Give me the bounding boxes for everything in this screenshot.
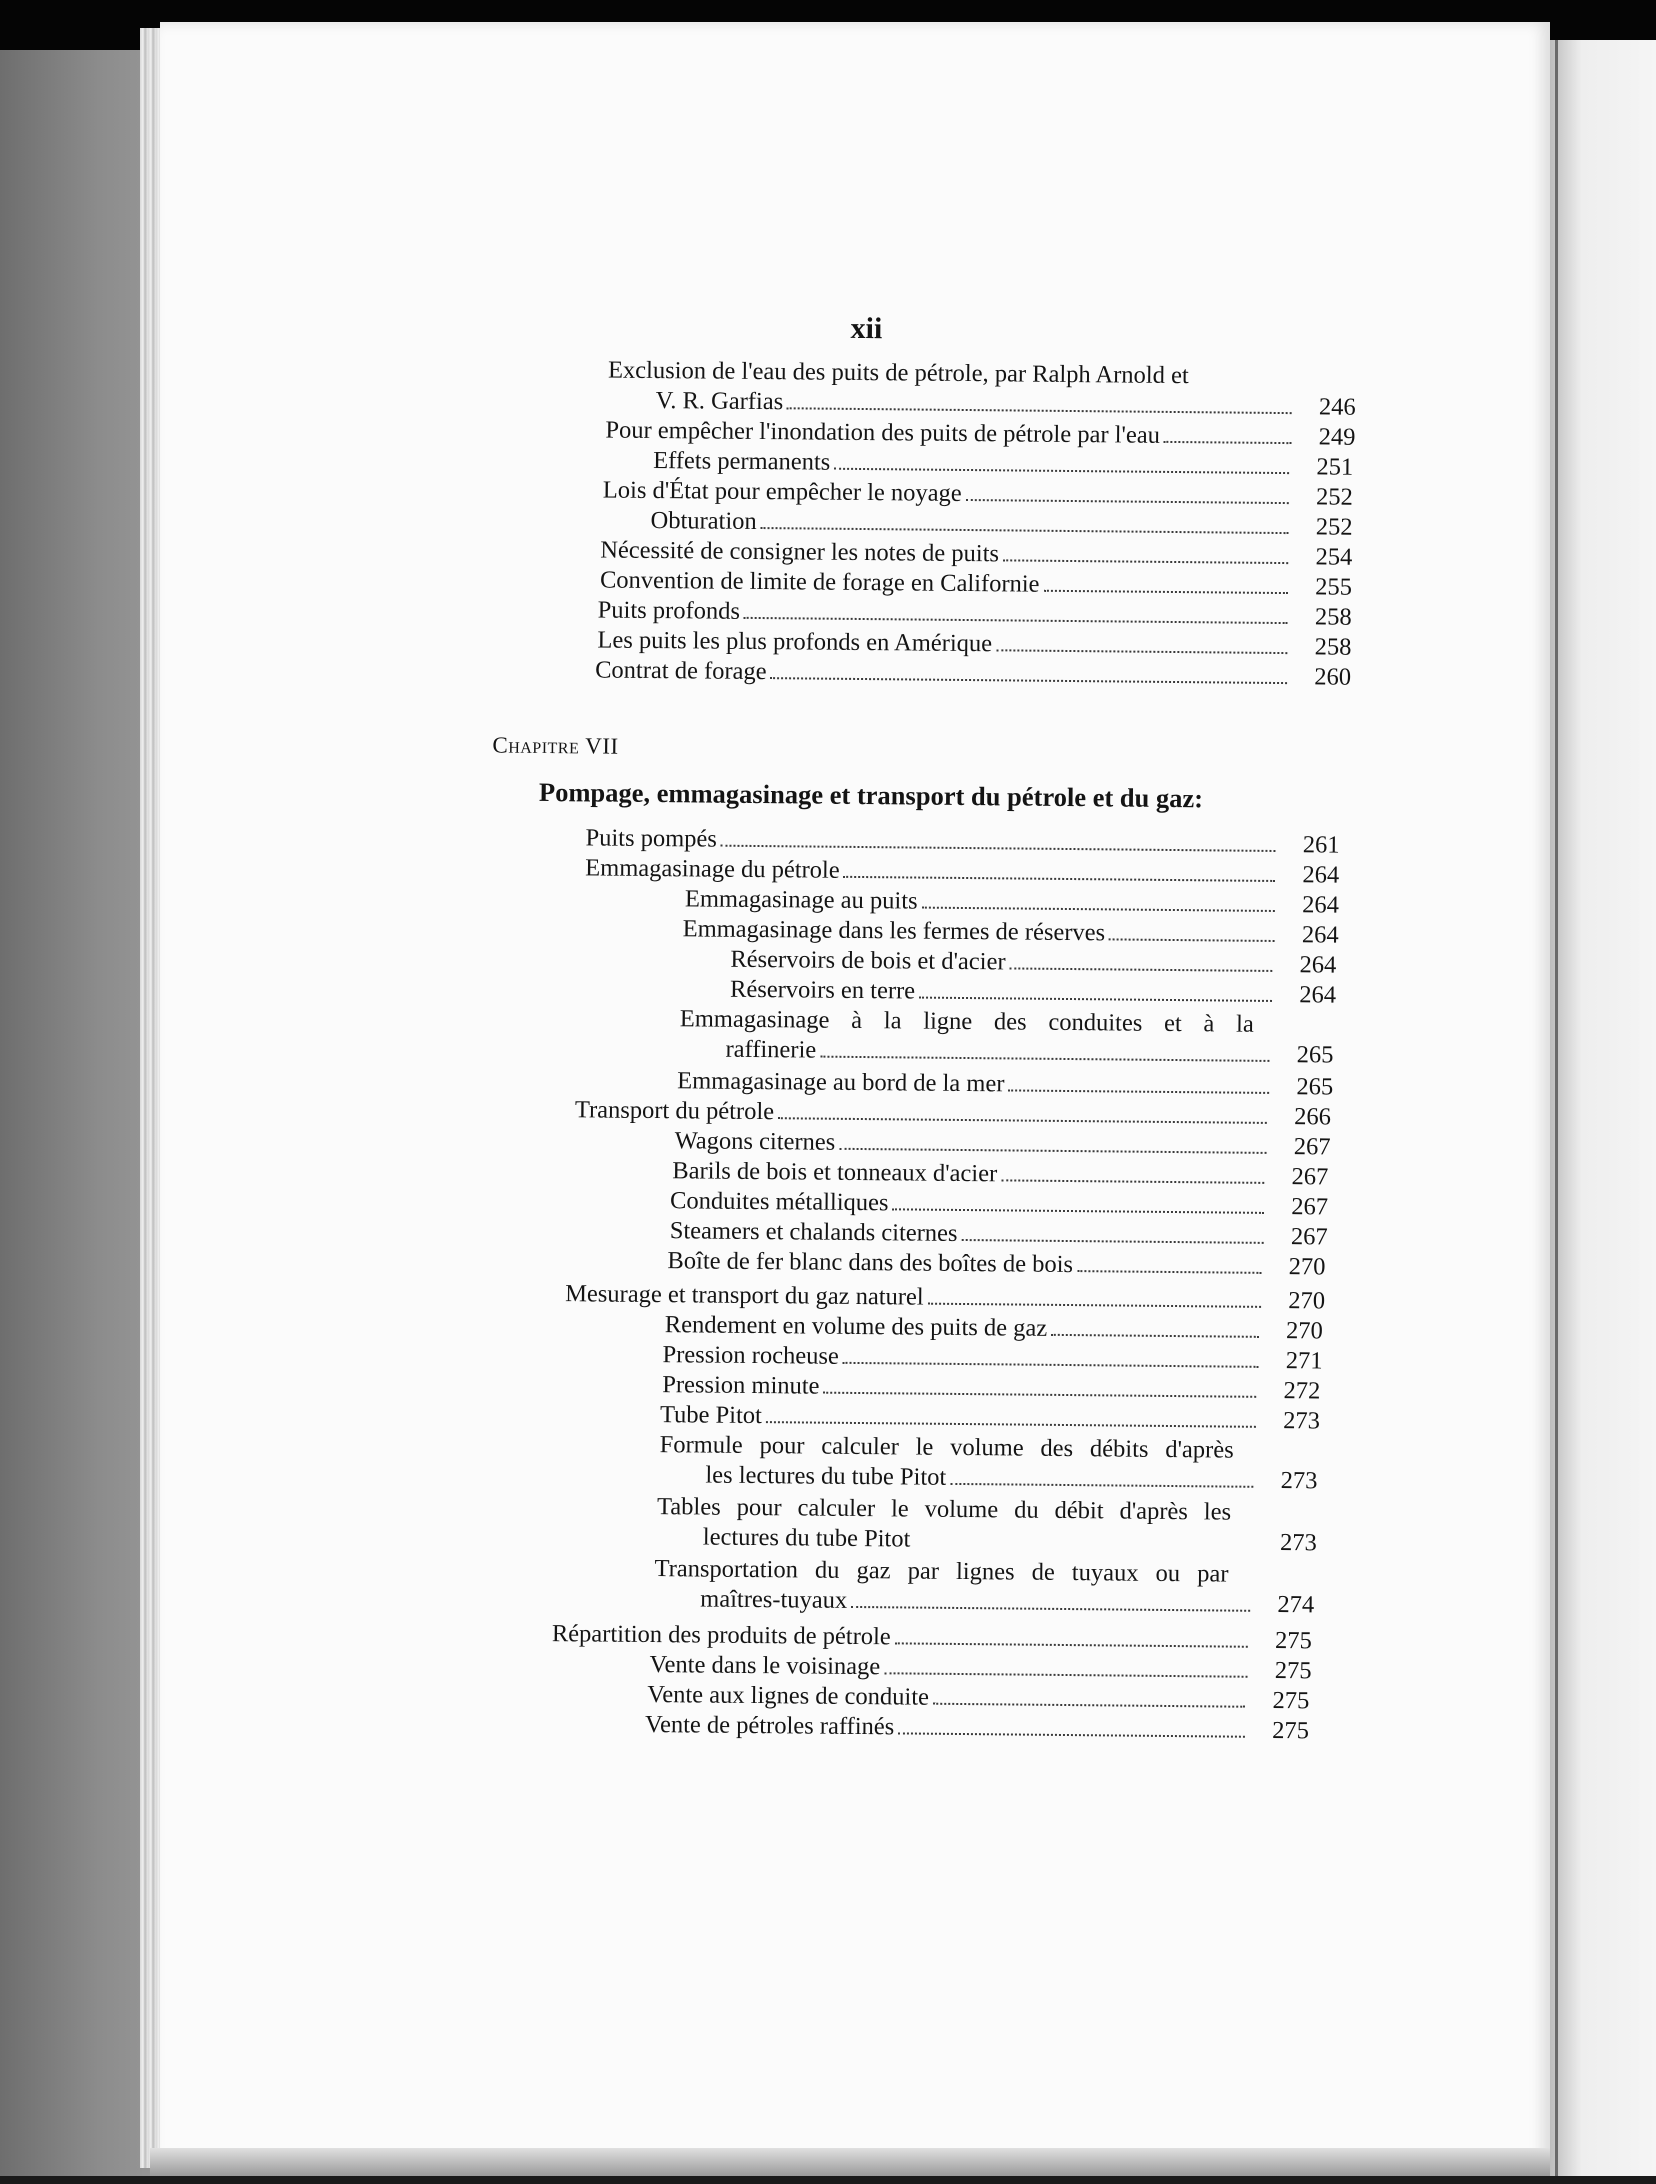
toc-page-number: 275 <box>1272 1686 1310 1715</box>
toc-entry-title: Exclusion de l'eau des puits de pétrole, par Ralph Arnold et <box>607 356 1189 390</box>
toc-entry-title: Emmagasinage dans les fermes de réserves <box>682 915 1106 947</box>
toc-page-number: 258 <box>1314 633 1352 661</box>
toc-entry-title: Répartition des produits de pétrole <box>551 1620 891 1651</box>
dot-leader <box>820 1036 1270 1062</box>
dot-leader <box>898 1712 1245 1737</box>
dot-leader <box>834 448 1289 474</box>
toc-entry <box>703 1523 1317 1559</box>
toc-entry-title: Emmagasinage au puits <box>684 885 918 915</box>
toc-entry-title: Vente aux lignes de conduite <box>647 1680 930 1711</box>
toc-page-number: 271 <box>1285 1347 1323 1375</box>
toc-page-number: 265 <box>1296 1073 1334 1101</box>
dot-leader <box>950 1463 1253 1488</box>
toc-entry-title: Transportation du gaz par lignes de tuyaux ou par <box>654 1555 1229 1588</box>
toc-page-number: 264 <box>1301 921 1339 949</box>
dot-leader <box>851 1586 1250 1612</box>
dot-leader <box>1164 421 1292 444</box>
dot-leader <box>766 1401 1256 1428</box>
toc-page-number: 254 <box>1315 543 1353 571</box>
dot-leader <box>996 629 1288 654</box>
toc-entry-title: Vente dans le voisinage <box>649 1651 881 1681</box>
toc-entry-title: Tables pour calculer le volume du débit d'après les <box>656 1493 1232 1526</box>
toc-entry-title: Lois d'État pour empêcher le noyage <box>602 476 962 507</box>
toc-entry-title: Convention de limite de forage en Californie <box>599 566 1040 598</box>
dot-leader <box>721 825 1276 852</box>
dot-leader <box>761 507 1289 534</box>
dot-leader <box>823 1372 1256 1398</box>
toc-page-number: 251 <box>1316 453 1354 481</box>
toc-page-number: 272 <box>1283 1377 1321 1405</box>
dot-leader <box>892 1188 1264 1214</box>
toc-page-number: 246 <box>1318 393 1356 421</box>
toc-page-number: 266 <box>1294 1103 1332 1131</box>
toc-entry <box>645 1710 1309 1746</box>
toc-page-number: 265 <box>1296 1041 1334 1069</box>
toc-entry-title: Boîte de fer blanc dans des boîtes de bois <box>667 1247 1074 1279</box>
toc-page-number: 261 <box>1302 831 1340 859</box>
dot-leader <box>1003 539 1288 564</box>
toc-page-number: 270 <box>1285 1317 1323 1345</box>
dot-leader <box>1009 947 1272 972</box>
toc-entry-title: Nécessité de consigner les notes de puits <box>600 536 1000 568</box>
toc-page-number: 267 <box>1293 1133 1331 1161</box>
dot-leader <box>843 1342 1259 1368</box>
toc-entry <box>595 655 1351 692</box>
toc-entry-title: maîtres-tuyaux <box>700 1585 848 1614</box>
toc-page-number: 264 <box>1299 951 1337 979</box>
toc-page-number: 273 <box>1279 1529 1317 1557</box>
dot-leader <box>1043 570 1288 594</box>
dot-leader <box>839 1128 1267 1154</box>
toc-entry-title: raffinerie <box>725 1035 817 1064</box>
toc-entry-title: Conduites métalliques <box>669 1187 889 1217</box>
dot-leader <box>1001 1159 1264 1184</box>
dot-leader <box>1077 1250 1262 1274</box>
dot-leader <box>1051 1314 1259 1338</box>
toc-entry-title: Pression minute <box>662 1371 820 1400</box>
dot-leader <box>787 387 1292 414</box>
toc-entry-title: Emmagasinage du pétrole <box>585 854 840 884</box>
toc-entry-title: Formule pour calculer le volume des débits d'après <box>659 1431 1234 1464</box>
toc-entry-title: Réservoirs en terre <box>729 975 916 1005</box>
toc-page-number: 267 <box>1291 1193 1329 1221</box>
toc-entry-title: Obturation <box>650 506 757 535</box>
toc-entry-title: V. R. Garfias <box>655 387 784 416</box>
dot-leader <box>778 1097 1267 1124</box>
toc-entry-title: lectures du tube Pitot <box>702 1523 911 1553</box>
toc-page-number: 274 <box>1277 1591 1315 1619</box>
toc-page-number: 267 <box>1291 1163 1329 1191</box>
toc-entry-title: Transport du pétrole <box>574 1096 775 1126</box>
toc-page-number: 275 <box>1274 1627 1312 1655</box>
dot-leader <box>928 1283 1262 1308</box>
toc-entry-title: Emmagasinage au bord de la mer <box>677 1067 1005 1098</box>
dot-leader <box>744 597 1288 624</box>
toc-page-number: 273 <box>1283 1407 1321 1435</box>
dot-leader <box>1008 1069 1269 1094</box>
toc-entry-title: Pour empêcher l'inondation des puits de pétrole par l'eau <box>605 416 1161 449</box>
toc-page-number: 260 <box>1314 663 1352 691</box>
toc-entry-title: Puits pompés <box>585 824 718 853</box>
toc-entry-title: Effets permanents <box>653 446 831 476</box>
dot-leader <box>961 1219 1263 1244</box>
toc-page-number: 275 <box>1272 1716 1310 1745</box>
toc-entry-title: Mesurage et transport du gaz naturel <box>565 1280 924 1311</box>
toc-entry <box>700 1584 1314 1620</box>
toc-page-number: 275 <box>1274 1657 1312 1685</box>
toc-page-number: 264 <box>1299 981 1337 1009</box>
toc-page-number: 267 <box>1290 1223 1328 1251</box>
toc-entry-title: Tube Pitot <box>659 1401 763 1430</box>
toc-page-number: 258 <box>1314 603 1352 631</box>
dot-leader <box>933 1683 1246 1708</box>
toc-page-number: 255 <box>1315 573 1353 601</box>
toc-entry-title: Réservoirs de bois et d'acier <box>730 945 1006 976</box>
toc-entry <box>705 1461 1317 1497</box>
dot-leader <box>895 1622 1248 1647</box>
toc-entry <box>667 1246 1325 1282</box>
dot-leader <box>771 657 1288 684</box>
dot-leader <box>922 887 1275 912</box>
toc-page-number: 252 <box>1315 513 1353 541</box>
toc-entry-title: Vente de pétroles raffinés <box>644 1710 895 1741</box>
toc-entry-title: Wagons citernes <box>674 1127 836 1156</box>
toc-page-number: 270 <box>1288 1287 1326 1315</box>
dot-leader <box>844 856 1276 882</box>
toc-page-number: 264 <box>1302 891 1340 919</box>
toc-entry-title: Pression rocheuse <box>662 1341 839 1370</box>
toc-page-number: 252 <box>1315 483 1353 511</box>
chapter-label: Chapitre VII <box>492 732 619 759</box>
toc-entry <box>725 1035 1333 1071</box>
toc-entry-title: Puits profonds <box>597 596 741 625</box>
page-number: xii <box>850 311 883 346</box>
toc-page-number: 249 <box>1318 423 1356 451</box>
dot-leader <box>1109 918 1275 942</box>
toc-entry-title: Steamers et chalands citernes <box>669 1217 958 1247</box>
dot-leader <box>966 479 1289 504</box>
toc-entry-title: Contrat de forage <box>595 656 767 686</box>
toc-page-number: 270 <box>1288 1253 1326 1281</box>
toc-entry-title: Emmagasinage à la ligne des conduites et à la <box>679 1005 1254 1038</box>
toc-entry-title: Les puits les plus profonds en Amérique <box>597 626 993 658</box>
toc-entry-title: Barils de bois et tonneaux d'acier <box>672 1157 998 1188</box>
toc-entry-title: les lectures du tube Pitot <box>705 1461 947 1491</box>
dot-leader <box>884 1652 1248 1677</box>
toc-page-number: 273 <box>1280 1467 1318 1495</box>
chapter-heading: Pompage, emmagasinage et transport du pétrole et du gaz: <box>538 776 1204 814</box>
dot-leader <box>919 977 1272 1002</box>
toc-page-number: 264 <box>1302 861 1340 889</box>
toc-entry-title: Rendement en volume des puits de gaz <box>664 1311 1048 1342</box>
